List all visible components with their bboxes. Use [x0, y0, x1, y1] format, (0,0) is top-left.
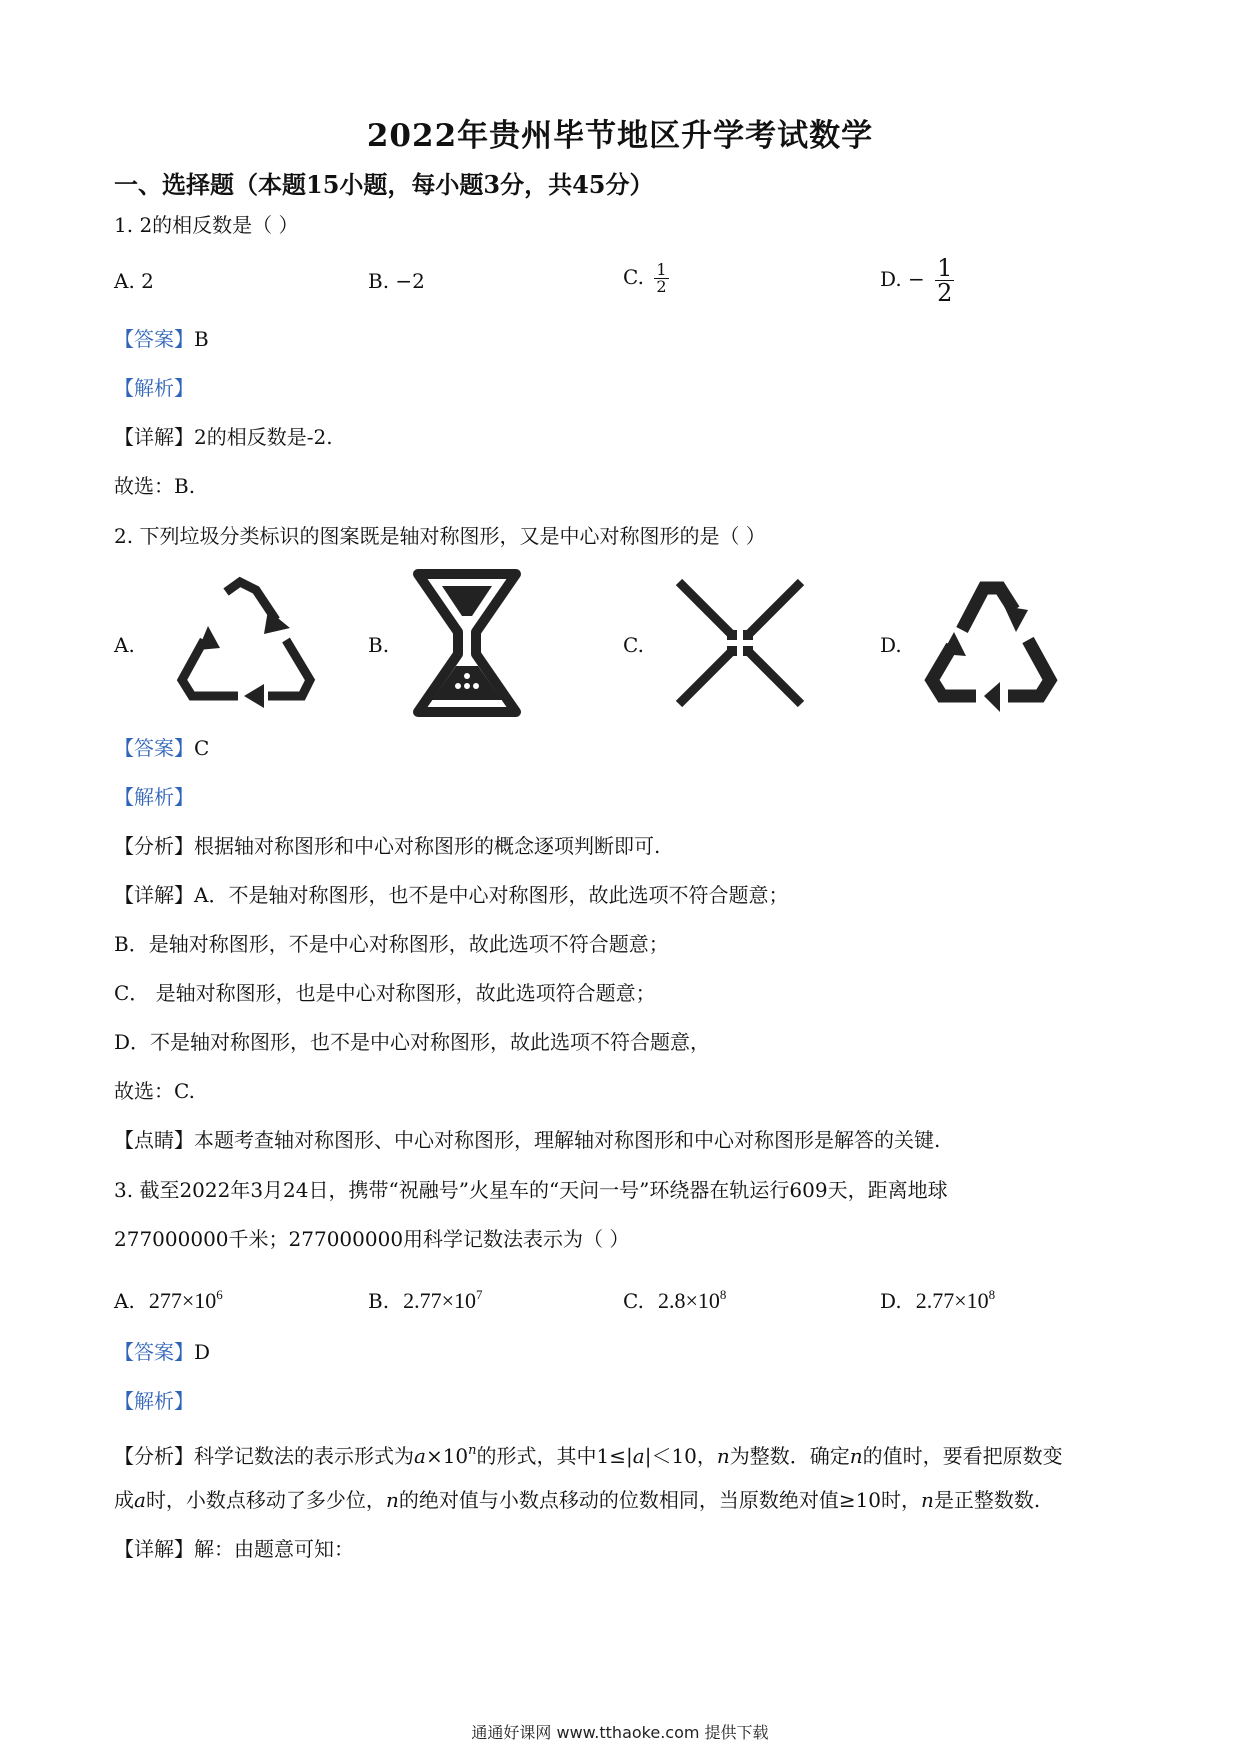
q2-detail-b: B．是轴对称图形，不是中心对称图形，故此选项不符合题意；: [114, 932, 669, 956]
q3-answer: 【答案】D: [114, 1340, 211, 1364]
fraction: $\frac{1}{2}$: [656, 260, 667, 296]
recycle-triangle-icon: [168, 570, 318, 714]
q1-conclusion: 故选：B.: [114, 474, 196, 498]
q1-option-a: A. 2: [114, 269, 154, 293]
q1-detail: 【详解】2的相反数是-2.: [114, 425, 333, 449]
page-title: 2022年贵州毕节地区升学考试数学: [366, 118, 874, 154]
recycle-arrows-icon: [922, 570, 1062, 724]
page-footer: 通通好课网 www.tthaoke.com 提供下载: [471, 1723, 769, 1742]
q2-option-d-label: D.: [880, 633, 902, 657]
hourglass-icon: [412, 568, 522, 722]
q3-option-b: B. $2.77\times 10^7$: [368, 1287, 483, 1313]
q2-conclusion: 故选：C.: [114, 1079, 195, 1103]
q2-dianjing: 【点睛】本题考查轴对称图形、中心对称图形，理解轴对称图形和中心对称图形是解答的关键.: [114, 1128, 941, 1152]
q3-fenxi-line2: 成a时，小数点移动了多少位，n的绝对值与小数点移动的位数相同，当原数绝对值≥10时，n是正整数数.: [114, 1488, 1041, 1512]
q1-option-c: C. $\frac{1}{2}$: [623, 260, 667, 296]
fraction: $\frac{1}{2}$: [937, 254, 953, 307]
q3-detail: 【详解】解：由题意可知：: [114, 1537, 354, 1561]
q2-stem: 2. 下列垃圾分类标识的图案既是轴对称图形，又是中心对称图形的是（ ）: [114, 524, 766, 548]
q3-option-d: D. $2.77\times 10^8$: [880, 1287, 996, 1313]
four-arrows-icon: [675, 578, 805, 712]
q1-answer: 【答案】B: [114, 327, 209, 351]
q2-fenxi: 【分析】根据轴对称图形和中心对称图形的概念逐项判断即可.: [114, 834, 661, 858]
q2-option-c-label: C.: [623, 633, 644, 657]
q2-answer: 【答案】C: [114, 736, 210, 760]
section-heading: 一、选择题（本题15小题，每小题3分，共45分）: [114, 170, 654, 199]
q1-stem: 1. 2的相反数是（ ）: [114, 213, 299, 237]
q1-analysis-tag: 【解析】: [114, 376, 194, 400]
q3-stem-line1: 3. 截至2022年3月24日，携带“祝融号”火星车的“天问一号”环绕器在轨运行609天，距离地球: [114, 1178, 948, 1202]
q3-fenxi-line1: 【分析】科学记数法的表示形式为$a\times 10^n$的形式，其中1≤|a|＜10，n为整数．确定n的值时，要看把原数变: [114, 1443, 1063, 1468]
q1-option-b: B. −2: [368, 269, 425, 293]
q2-detail-c: C． 是轴对称图形，也是中心对称图形，故此选项符合题意；: [114, 981, 656, 1005]
q3-stem-line2: 277000000千米；277000000用科学记数法表示为（ ）: [114, 1227, 630, 1251]
q2-option-a-label: A.: [114, 633, 135, 657]
q3-analysis-tag: 【解析】: [114, 1389, 194, 1413]
q2-analysis-tag: 【解析】: [114, 785, 194, 809]
q3-option-a: A. $277\times 10^6$: [114, 1287, 223, 1313]
q3-option-c: C. $2.8\times 10^8$: [623, 1287, 727, 1313]
q2-detail-d: D．不是轴对称图形，也不是中心对称图形，故此选项不符合题意，: [114, 1030, 711, 1054]
q2-option-b-label: B.: [368, 633, 390, 657]
q2-detail-a: 【详解】A．不是轴对称图形，也不是中心对称图形，故此选项不符合题意；: [114, 883, 789, 907]
q1-option-d: D. − $\frac{1}{2}$: [880, 254, 953, 307]
